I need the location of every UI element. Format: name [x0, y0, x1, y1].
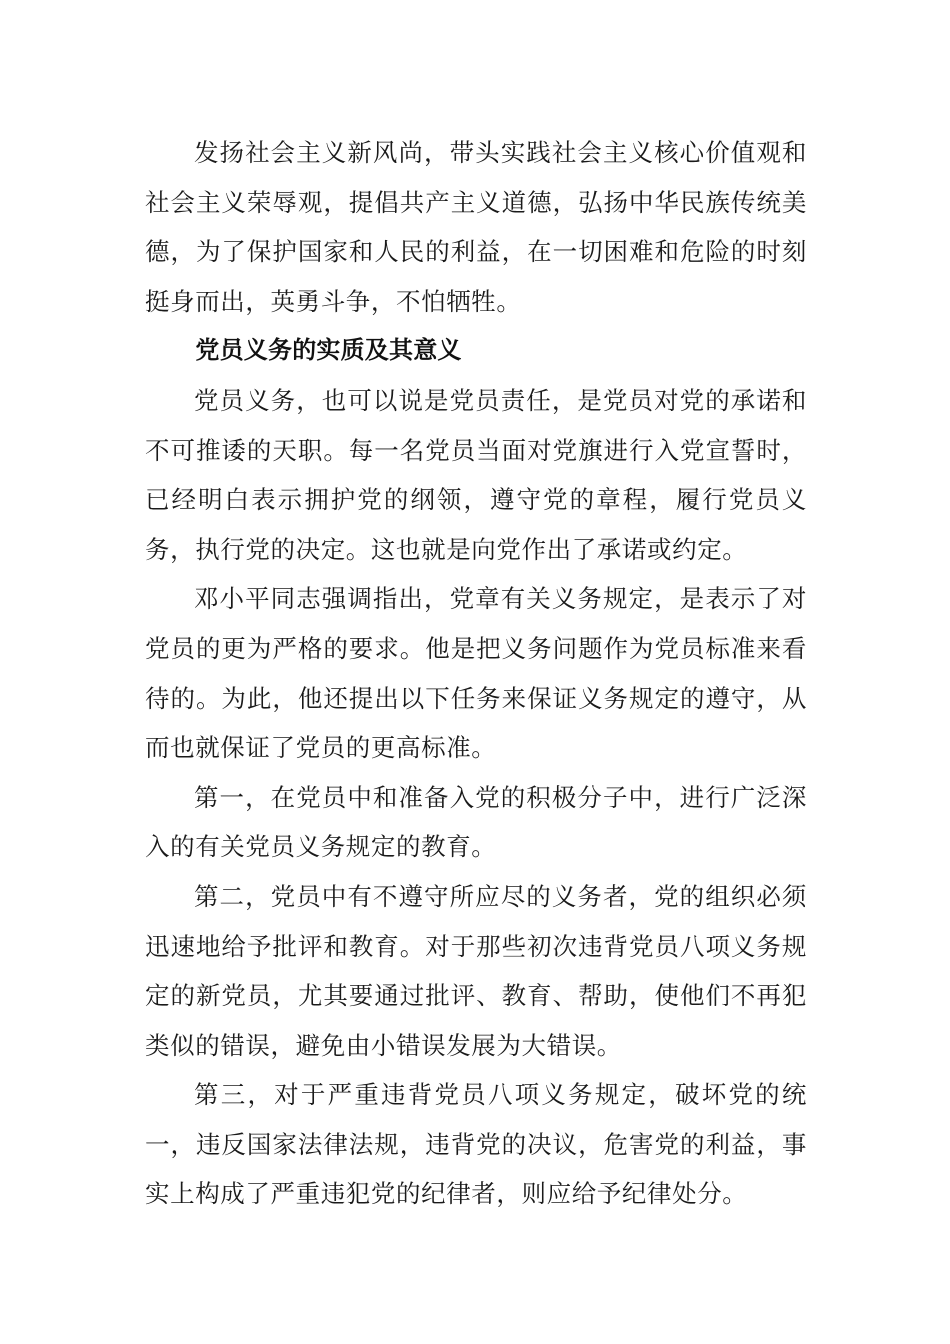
paragraph-first-task: 第一，在党员中和准备入党的积极分子中，进行广泛深入的有关党员义务规定的教育。 [145, 782, 807, 862]
paragraph-third-task: 第三，对于严重违背党员八项义务规定，破坏党的统一，违反国家法律法规，违背党的决议，危害党的利益，事实上构成了严重违犯党的纪律者，则应给予纪律处分。 [145, 1080, 807, 1209]
paragraph-deng-xiaoping: 邓小平同志强调指出，党章有关义务规定，是表示了对党员的更为严格的要求。他是把义务问题作为党员标准来看待的。为此，他还提出以下任务来保证义务规定的遵守，从而也就保证了党员的更高标准。 [145, 584, 807, 763]
paragraph-member-duty: 党员义务，也可以说是党员责任，是党员对党的承诺和不可推诿的天职。每一名党员当面对党旗进行入党宣誓时，已经明白表示拥护党的纲领，遵守党的章程，履行党员义务，执行党的决定。这也就是向党作出了承诺或约定。 [145, 385, 807, 564]
paragraph-new-customs: 发扬社会主义新风尚，带头实践社会主义核心价值观和社会主义荣辱观，提倡共产主义道德，弘扬中华民族传统美德，为了保护国家和人民的利益，在一切困难和危险的时刻挺身而出，英勇斗争，不怕牺牲。 [145, 138, 807, 316]
document-body [145, 128, 807, 1219]
paragraph-second-task: 第二，党员中有不遵守所应尽的义务者，党的组织必须迅速地给予批评和教育。对于那些初次违背党员八项义务规定的新党员，尤其要通过批评、教育、帮助，使他们不再犯类似的错误，避免由小错误发展为大错误。 [145, 881, 807, 1060]
section-heading: 党员义务的实质及其意义 [195, 336, 462, 365]
